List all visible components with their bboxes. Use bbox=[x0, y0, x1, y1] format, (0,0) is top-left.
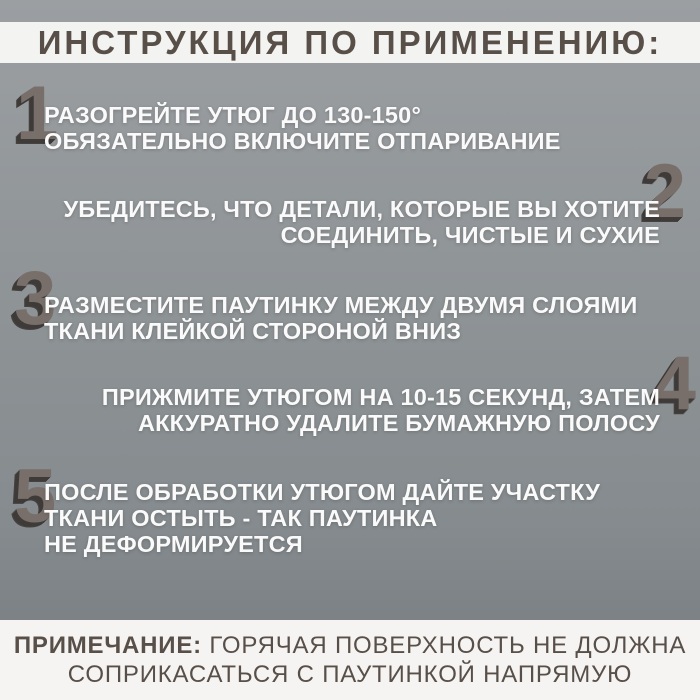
step-5-line-2: ТКАНИ ОСТЫТЬ - ТАК ПАУТИНКА bbox=[44, 505, 438, 531]
step-2-text bbox=[63, 196, 660, 248]
step-2-line-2: СОЕДИНИТЬ, ЧИСТЫЕ И СУХИЕ bbox=[280, 222, 660, 248]
step-4-line-1: ПРИЖМИТЕ УТЮГОМ НА 10-15 СЕКУНД, ЗАТЕМ bbox=[101, 384, 660, 410]
step-4-number: 4 bbox=[653, 341, 696, 426]
step-4-line-2: АККУРАТНО УДАЛИТЕ БУМАЖНУЮ ПОЛОСУ bbox=[137, 410, 660, 436]
step-3-line-2: ТКАНИ КЛЕЙКОЙ СТОРОНОЙ ВНИЗ bbox=[44, 318, 462, 344]
step-1-line-2: ОБЯЗАТЕЛЬНО ВКЛЮЧИТЕ ОТПАРИВАНИЕ bbox=[44, 128, 561, 154]
step-1-line-1: РАЗОГРЕЙТЕ УТЮГ ДО 130-150° bbox=[44, 102, 422, 128]
step-5-number: 5 bbox=[14, 454, 57, 539]
step-3-line-1: РАЗМЕСТИТЕ ПАУТИНКУ МЕЖДУ ДВУМЯ СЛОЯМИ bbox=[44, 292, 638, 318]
step-1-text bbox=[44, 102, 561, 154]
page-title: ИНСТРУКЦИЯ ПО ПРИМЕНЕНИЮ: bbox=[37, 24, 663, 61]
step-4-text bbox=[102, 384, 660, 436]
note-line-1-text: ГОРЯЧАЯ ПОВЕРХНОСТЬ НЕ ДОЛЖНА bbox=[209, 632, 687, 659]
step-2-number: 2 bbox=[643, 149, 686, 234]
step-5-line-3: НЕ ДЕФОРМИРУЕТСЯ bbox=[44, 531, 303, 557]
title-band bbox=[0, 22, 700, 63]
note-line-2: СОПРИКАСАТЬСЯ С ПАУТИНКОЙ НАПРЯМУЮ bbox=[67, 661, 633, 688]
step-1-number: 1 bbox=[16, 71, 59, 156]
step-5-line-1: ПОСЛЕ ОБРАБОТКИ УТЮГОМ ДАЙТЕ УЧАСТКУ bbox=[44, 479, 601, 505]
step-5-text bbox=[44, 479, 600, 557]
step-2-line-1: УБЕДИТЕСЬ, ЧТО ДЕТАЛИ, КОТОРЫЕ ВЫ ХОТИТЕ bbox=[63, 196, 660, 222]
note-label: ПРИМЕЧАНИЕ: bbox=[13, 632, 202, 659]
step-3-text bbox=[44, 292, 638, 344]
note-band bbox=[0, 620, 700, 700]
step-3-number: 3 bbox=[14, 256, 57, 341]
note-line-1 bbox=[14, 631, 686, 660]
